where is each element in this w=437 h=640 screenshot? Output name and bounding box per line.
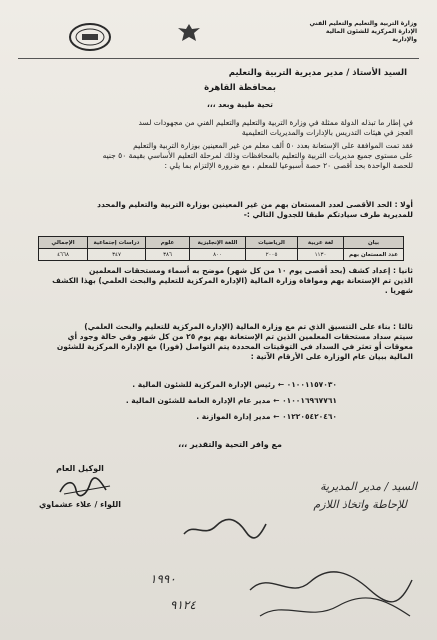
table-header-row	[39, 237, 404, 249]
body-paragraphs	[21, 118, 413, 171]
body-line: فقد تمت الموافقة على الإستعانة بعدد ٥٠ ألف معلم من غير المعينين بوزارة التربية والتعليم	[133, 141, 413, 150]
item-second-line: شهريا .	[384, 286, 413, 295]
ministry-header	[305, 20, 417, 44]
table-cell: ٨٠٠	[190, 249, 246, 261]
handwritten-note-line-1: السيد / مدير المديرية	[320, 480, 417, 493]
table-cell: ١١٣٠	[298, 249, 344, 261]
table-header-cell: لغة عربية	[298, 237, 344, 249]
contact-row: ٠١٠٠١١٥٧٠٣٠ ← رئيس الإدارة المركزية للشئون المالية .	[132, 380, 337, 389]
table-header-cell: دراسات إجتماعية	[88, 237, 146, 249]
signature-title: الوكيل العام	[56, 464, 104, 473]
item-first	[21, 200, 413, 220]
item-first-line: للمديرية طرف سيادتكم طبقا للجدول التالي :-	[243, 210, 413, 219]
closing: مع وافر التحية والتقدير ،،،	[178, 440, 282, 449]
table-cell: ٣٨٦	[146, 249, 190, 261]
item-third-line: المالية ببيان عام الوزارة على الأرقام الآتية :	[250, 352, 413, 361]
body-line: في إطار ما تبذله الدولة ممثلة في وزارة التربية والتعليم والتعليم الفني من مجهودات لسد	[138, 118, 413, 127]
body-line: للحصة الواحدة بحد أقصى ٢٠ حصة أسبوعيا للمعلم ، مع ضرورة الإلتزام بما يلي :	[164, 161, 413, 170]
table-header-cell: الإجمالي	[39, 237, 88, 249]
table-cell: ٣٤٧	[88, 249, 146, 261]
signature-scribble-icon	[56, 476, 116, 498]
body-line: على مستوى جميع مديريات التربية والتعليم بالمحافظات وذلك لمرحلة التعليم الأساسي بقيمة ٥٠ جنيه	[102, 151, 413, 160]
contact-title: مدير عام الإدارة العامة للشئون المالية .	[125, 396, 271, 405]
greeting: تحية طيبة وبعد ،،،	[207, 100, 273, 109]
table-cell: ٢٠٠٥	[246, 249, 298, 261]
item-third-line: سيتم سداد مستحقات المعلمين الذين تم الإستعانة بهم يوم ٢٥ من كل شهر وفي حالة وجود أي	[67, 332, 413, 341]
allocation-table	[38, 236, 404, 261]
item-first-line: أولا : الحد الأقصى لعدد المستعان بهم من غير المعينين بوزارة التربية والتعليم والمحدد	[97, 200, 413, 209]
table-cell: عدد المستعان بهم	[344, 249, 404, 261]
handwritten-note-line-2: للإحاطة واتخاذ اللازم	[313, 498, 407, 511]
item-third-line: ثالثا : بناء على التنسيق الذي تم مع وزارة المالية (الإدارة المركزية للتعليم والبحث العلمي)	[84, 322, 413, 331]
contact-phone: ٠١٢٢٠٥٤٢٠٤٦٠	[282, 412, 337, 421]
signature-name: اللواء / علاء عشماوي	[38, 500, 122, 509]
item-third	[21, 322, 413, 362]
ministry-line-2: الإدارة المركزية للشئون المالية والإدارية	[325, 28, 417, 43]
handwritten-ref-1: ١٩٩٠	[150, 572, 176, 586]
handwritten-signature-icon	[240, 560, 420, 630]
table-header-cell: علوم	[146, 237, 190, 249]
addressee: السيد الأستاذ / مدير مديرية التربية والتعليم	[228, 68, 407, 78]
contact-title: مدير إدارة الموازنة .	[196, 412, 271, 421]
contact-title: رئيس الإدارة المركزية للشئون المالية .	[132, 380, 276, 389]
contact-phone: ٠١٠٠١١٥٧٠٣٠	[286, 380, 337, 389]
table-header-cell: اللغة الإنجليزية	[190, 237, 246, 249]
governorate: بمحافظة القاهرة	[204, 83, 276, 93]
eagle-emblem-icon	[176, 22, 202, 44]
handwritten-ref-2: ٩١٢٤	[170, 598, 196, 612]
handwritten-scribble-icon	[180, 516, 270, 540]
contact-row: ٠١٠٠١٦٩٦٧٧٦١ ← مدير عام الإدارة العامة للشئون المالية .	[125, 396, 337, 405]
ministry-seal-logo-icon	[68, 22, 112, 52]
table-header-cell: الرياضيات	[246, 237, 298, 249]
item-second	[21, 266, 413, 296]
body-line: العجز في هيئات التدريس بالإدارات والمديريات التعليمية	[241, 128, 413, 137]
table-row	[39, 249, 404, 261]
contacts-list	[77, 380, 337, 422]
table-cell: ٤٦٦٨	[39, 249, 88, 261]
header-divider	[18, 58, 419, 59]
table-header-cell: بيان	[344, 237, 404, 249]
ministry-line-1: وزارة التربية والتعليم والتعليم الفني	[309, 20, 417, 27]
item-third-line: معوقات أو تعثر في السداد في التوقيتات المحددة يتم التواصل (فورا) مع الإدارة المركزية للشئون	[56, 342, 413, 351]
item-second-line: الذين تم الإستعانة بهم وموافاة وزارة المالية (الإدارة المركزية للتعليم والبحث العلمي) بهذا الكشف	[52, 276, 413, 285]
contact-row: ٠١٢٢٠٥٤٢٠٤٦٠ ← مدير إدارة الموازنة .	[196, 412, 337, 421]
contact-phone: ٠١٠٠١٦٩٦٧٧٦١	[282, 396, 337, 405]
item-second-line: ثانيا : إعداد كشف (بحد أقصى يوم ١٠ من كل شهر) موضح به أسماء ومستحقات المعلمين	[88, 266, 413, 275]
